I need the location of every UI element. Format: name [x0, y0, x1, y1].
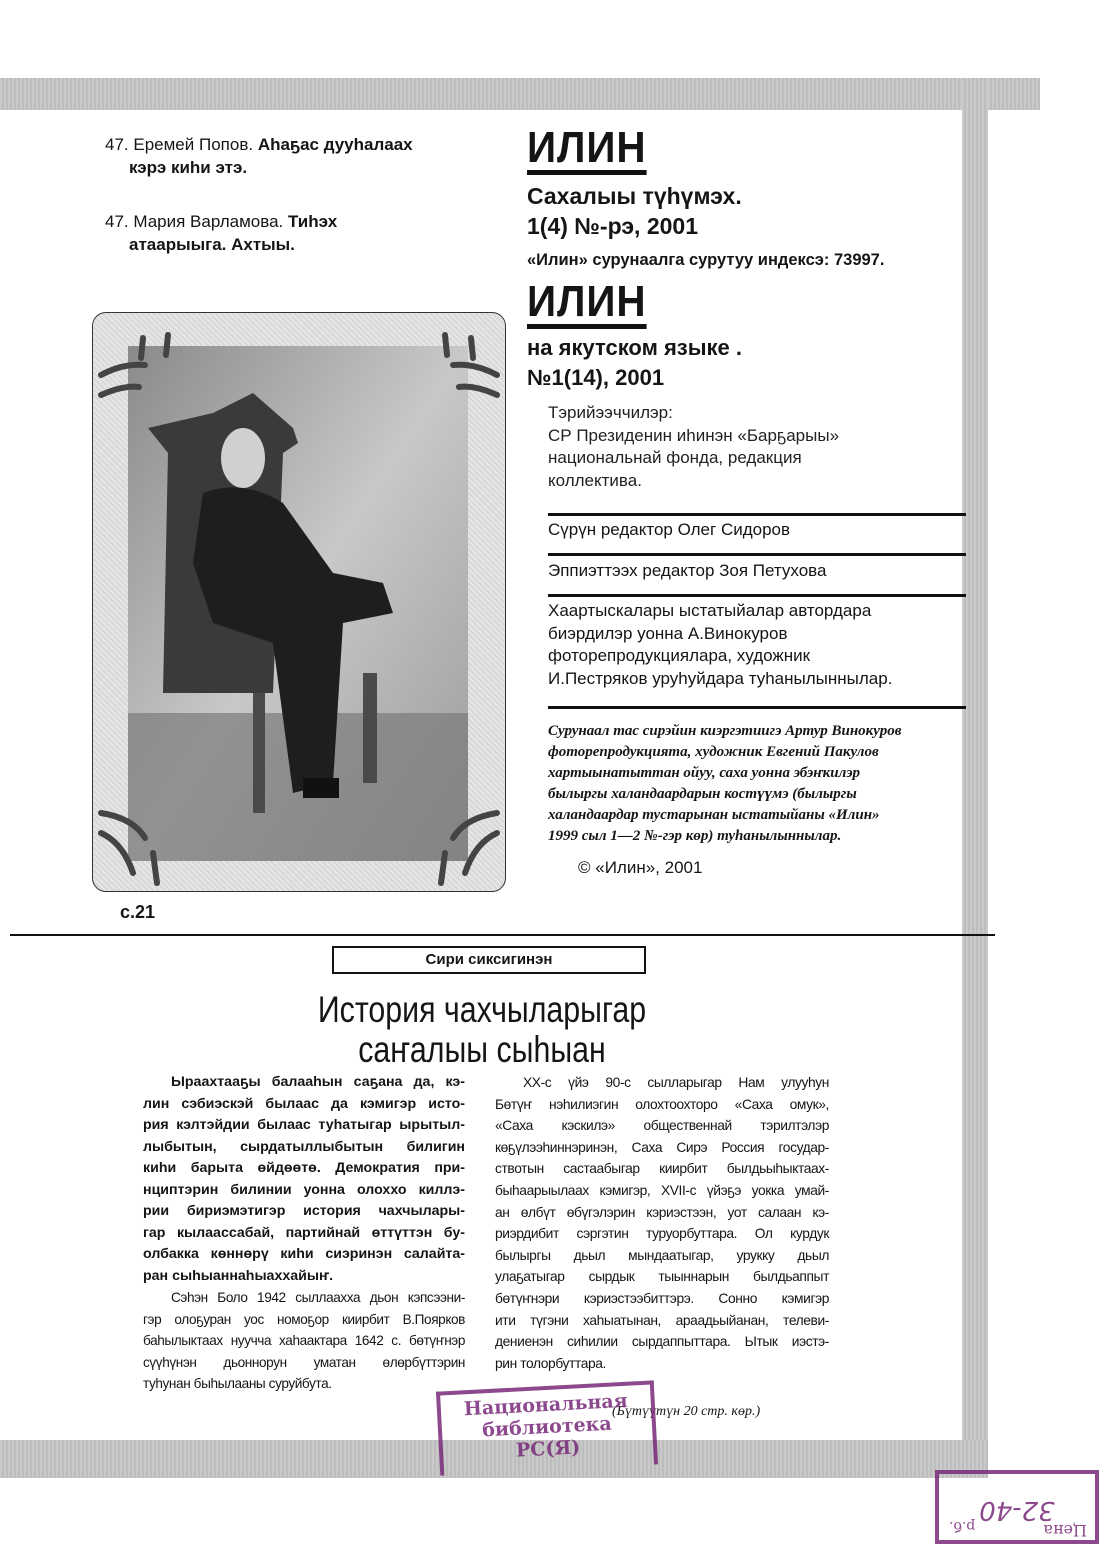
text-line: И.Пестряков уруhуйдара туhанылыннылар. — [548, 668, 893, 688]
text-line: Сэhэн Боло 1942 сыллаахха дьон кэпсээни- — [171, 1290, 465, 1305]
responsible-editor: Эппиэттээх редактор Зоя Петухова — [548, 561, 827, 580]
rubric-label: Сири сиксигинэн — [425, 951, 553, 968]
text-line: лин сэбиэскэй былаас да кэмигэр исто- — [143, 1095, 465, 1112]
article-title — [232, 990, 732, 1070]
text-line: баhылыктаах нуучча хаhаактара 1642 с. бөтүҥнэр — [143, 1333, 465, 1348]
text-line: фоторепродукцията, художник Евгений Пакулов — [548, 744, 879, 760]
magazine-title: ИЛИН — [527, 280, 647, 329]
divider — [548, 594, 966, 597]
stamp-text: Цена — [1043, 1521, 1087, 1540]
section-divider — [10, 934, 995, 936]
paragraph — [143, 1287, 465, 1395]
text-line: нциптэрин билинии уонна олоххо киллэ- — [143, 1181, 465, 1198]
stamp-text: РС(Я) — [515, 1436, 581, 1462]
stamp-text: Национальная — [463, 1389, 629, 1421]
title-line: саҥалыы сыhыан — [358, 1029, 606, 1070]
text-line: хартыынатыттан ойуу, саха уонна эбэҥкилэр — [548, 765, 861, 781]
item-title: Тиhэх — [288, 212, 338, 231]
text-line: гэр олоҕуран уос номоҕор киирбит В.Поярков — [143, 1311, 465, 1327]
scan-border-top — [0, 78, 1040, 110]
text-line: Бөтүҥ нэhилиэгин олохтоохторо «Саха омук», — [495, 1096, 829, 1112]
continued-note: (Бүтүүтүн 20 стр. көр.) — [612, 1404, 761, 1419]
article-column-right — [495, 1072, 829, 1374]
text-line: халандаардар тустарынан ыстатыйаны «Илин» — [548, 807, 880, 823]
item-author: Еремей Попов. — [133, 135, 254, 154]
text-line: ити түгэни хаhыатынан, араадьыйанан, телеви- — [495, 1312, 829, 1328]
text-line: олбакка көннөрү киhи сиэринэн салайта- — [143, 1246, 465, 1262]
text-line: туhунан быhылааны суруйбута. — [143, 1376, 332, 1391]
copyright: © «Илин», 2001 — [578, 858, 703, 877]
magazine-subtitle: на якутском языке . — [527, 335, 742, 360]
magazine-subtitle: Сахалыы түhүмэх. — [527, 183, 742, 209]
photo-credits — [548, 600, 892, 690]
text-line: Сурунаал тас сирэйин киэргэтиигэ Артур Винокуров — [548, 723, 902, 739]
text-line: национальнай фонда, редакция — [548, 448, 802, 467]
item-title: кэрэ киhи этэ. — [129, 158, 248, 177]
text-line: гар кылаассабай, партийнай өттүттэн бу- — [143, 1224, 465, 1241]
text-line: коллектива. — [548, 470, 642, 490]
article-column-left — [143, 1072, 465, 1395]
text-line: рин толорбуттара. — [495, 1355, 606, 1371]
text-line: улаҕатыгар сырдык тыыннарын былдьаппыт — [495, 1269, 829, 1285]
text-line: СР Президенин иhинэн «Барҕарыы» — [548, 425, 840, 445]
text-line: дениенэн сиhилии сырдаппыттара. Ытык иэстэ- — [495, 1334, 829, 1350]
text-line: көҕүлээhиннэринэн, Саха Сирэ Россия государ- — [495, 1139, 829, 1155]
portrait-photo-frame — [92, 312, 506, 892]
scan-border-right — [962, 78, 988, 1478]
stamp-text: р.б. — [949, 1518, 976, 1534]
issue-number: №1(14), 2001 — [527, 365, 665, 390]
text-line: бөтүҥнэри кэриэстээбиттэрэ. Сонно кэмигэр — [495, 1290, 829, 1306]
divider — [548, 513, 966, 516]
text-line: ан өлбүт өбүгэлэрин кэриэстээн, уот салаан кэ- — [495, 1204, 829, 1220]
item-title: Аhаҕас дууhалаах — [257, 135, 413, 154]
chief-editor: Сүрүн редактор Олег Сидоров — [548, 520, 791, 539]
text-line: рии бириэмэтигэр история чахчылары- — [143, 1203, 465, 1219]
text-line: фоторепродукциялара, художник — [548, 646, 811, 665]
masthead-block — [527, 123, 885, 393]
cover-note — [548, 721, 901, 847]
founders — [548, 402, 839, 492]
divider — [548, 553, 966, 556]
text-line: Хаартыскалары ыстатыйалар автордара — [548, 601, 872, 620]
magazine-title: ИЛИН — [527, 126, 647, 175]
item-author: Мария Варламова. — [133, 212, 284, 231]
library-stamp — [436, 1380, 658, 1475]
text-line: лыбытын, сырдатыллыбытын билигин — [143, 1138, 465, 1155]
stamp-text: библиотека — [481, 1412, 613, 1442]
stamp-text: 32-40 — [979, 1495, 1055, 1525]
corner-ornament-icon — [93, 313, 505, 891]
paragraph — [143, 1072, 465, 1287]
text-line: 1999 сыл 1—2 №-гэр көр) туhанылыннылар. — [548, 828, 842, 844]
text-line: былыргы халандаардарын костүүмэ (былыргы — [548, 786, 857, 802]
item-title: атаарыыга. Ахтыы. — [129, 235, 295, 254]
contents-item — [105, 133, 413, 179]
divider — [548, 706, 966, 709]
subscription-index: «Илин» сурунаалга сурутуу индексэ: 73997. — [527, 251, 885, 269]
text-line: киhи барыта өйдөөтө. Демократия при- — [143, 1160, 465, 1176]
text-line: ХХ-с үйэ 90-с сылларыгар Нам улууhун — [523, 1075, 829, 1090]
contents-item — [105, 210, 337, 256]
text-line: биэрдилэр уонна А.Винокуров — [548, 623, 788, 643]
text-line: Ыраахтааҕы балааhын саҕана да, кэ- — [171, 1074, 465, 1090]
item-number: 47. — [105, 135, 129, 154]
text-line: ран сыhыаннаhыаххайыҥ. — [143, 1267, 334, 1284]
item-number: 47. — [105, 212, 129, 231]
text-line: ствотын састаабыгар киирбит былдьыhыктаах- — [495, 1161, 829, 1177]
text-line: быhаарыылаах кэмигэр, XVII-с үйэҕэ уокка умай- — [495, 1182, 829, 1198]
text-line: рия кэлтэйдии былаас туhатыгар ырытыл- — [143, 1117, 465, 1133]
text-line: риэрдибит сэргэтин туруорбуттара. Ол курдук — [495, 1226, 829, 1242]
rubric-box — [332, 946, 646, 974]
price-stamp — [935, 1470, 1099, 1544]
text-line: былыргы дьыл мындаатыгар, урукку дьыл — [495, 1247, 829, 1263]
text-line: «Саха кэскилэ» общественнай тэрилтэлэр — [495, 1118, 829, 1134]
issue-number: 1(4) №-рэ, 2001 — [527, 213, 698, 239]
photo-caption: с.21 — [120, 902, 156, 922]
text-line: сүүhүнэн дьоннорун уматан өлөрбүттэрин — [143, 1354, 465, 1370]
text-line: Тэрийээччилэр: — [548, 403, 673, 422]
title-line: История чахчыларыгар — [317, 989, 647, 1030]
